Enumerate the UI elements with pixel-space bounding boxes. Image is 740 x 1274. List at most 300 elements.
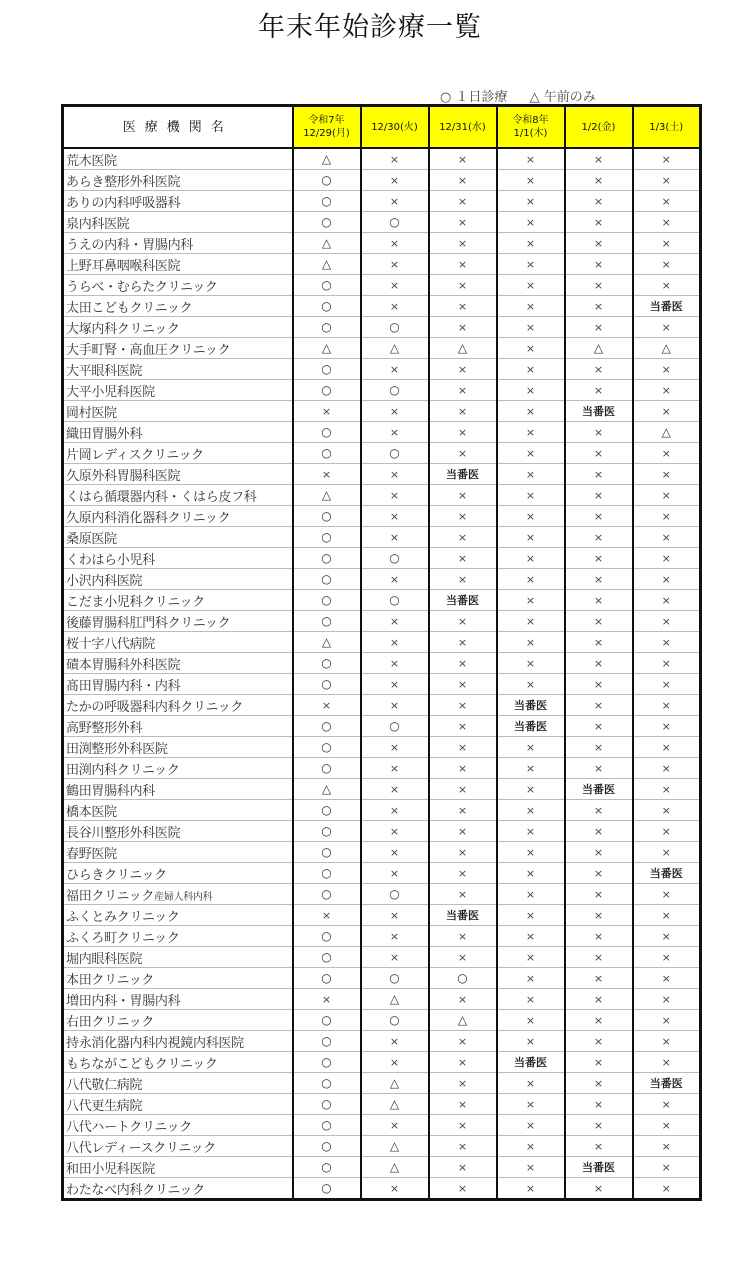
day-date: 12/31(水)	[439, 121, 486, 133]
status-cell: ×	[361, 737, 429, 758]
status-cell: ×	[497, 1094, 565, 1115]
status-cell: ×	[497, 569, 565, 590]
status-cell: ×	[429, 401, 497, 422]
table-row	[63, 1073, 701, 1094]
status-cell: ○	[293, 443, 361, 464]
clinic-name	[63, 695, 293, 716]
table-row	[63, 254, 701, 275]
clinic-name	[63, 506, 293, 527]
status-cell: ×	[497, 611, 565, 632]
status-cell: ×	[497, 800, 565, 821]
table-row	[63, 905, 701, 926]
clinic-name	[63, 842, 293, 863]
status-cell: ○	[293, 863, 361, 884]
clinic-name	[63, 884, 293, 905]
status-cell: ×	[361, 506, 429, 527]
status-cell: ○	[293, 569, 361, 590]
clinic-name-sub: 産婦人科内科	[154, 891, 213, 903]
status-cell: ×	[633, 170, 701, 191]
clinic-name-text: あらき整形外科医院	[66, 174, 181, 190]
status-cell: ×	[565, 422, 633, 443]
status-cell: ×	[565, 233, 633, 254]
day-date: 12/30(火)	[371, 121, 418, 133]
clinic-name-text: 高野整形外科	[66, 720, 143, 736]
clinic-name	[63, 800, 293, 821]
status-cell: ×	[429, 485, 497, 506]
clinic-name	[63, 926, 293, 947]
clinic-name	[63, 968, 293, 989]
clinic-name	[63, 275, 293, 296]
status-cell: ×	[361, 863, 429, 884]
table-row	[63, 842, 701, 863]
status-cell: ×	[429, 758, 497, 779]
status-cell: ×	[633, 590, 701, 611]
clinic-name-text: 太田こどもクリニック	[66, 300, 193, 316]
clinic-name	[63, 1157, 293, 1178]
table-row	[63, 401, 701, 422]
status-cell: ×	[429, 1157, 497, 1178]
clinic-name-text: もちながこどもクリニック	[66, 1056, 218, 1072]
clinic-name-text: 小沢内科医院	[66, 573, 143, 589]
status-cell: ×	[497, 191, 565, 212]
clinic-name-text: 泉内科医院	[66, 216, 130, 232]
status-cell: ×	[429, 674, 497, 695]
table-row	[63, 779, 701, 800]
status-cell: △	[429, 338, 497, 359]
status-cell: ×	[633, 569, 701, 590]
status-cell: ×	[429, 695, 497, 716]
status-cell: ×	[565, 1031, 633, 1052]
status-cell: ○	[293, 758, 361, 779]
clinic-name	[63, 1094, 293, 1115]
clinic-name	[63, 674, 293, 695]
status-cell: ×	[633, 317, 701, 338]
clinic-name	[63, 989, 293, 1010]
status-cell: ×	[429, 611, 497, 632]
status-cell: ×	[497, 506, 565, 527]
status-cell: ×	[633, 716, 701, 737]
status-cell: ×	[497, 254, 565, 275]
status-cell: ○	[293, 317, 361, 338]
status-cell: 当番医	[633, 296, 701, 317]
status-cell: ×	[497, 926, 565, 947]
status-cell: 当番医	[429, 905, 497, 926]
status-cell: △	[361, 338, 429, 359]
status-cell: ×	[633, 695, 701, 716]
status-cell: ×	[565, 653, 633, 674]
status-cell: ×	[429, 359, 497, 380]
clinic-name-text: ふくとみクリニック	[66, 909, 180, 925]
clinic-name-text: 持永消化器内科内視鏡内科医院	[66, 1035, 244, 1051]
status-cell: ×	[565, 191, 633, 212]
table-row	[63, 170, 701, 191]
status-cell: ×	[633, 653, 701, 674]
clinic-name-text: 大手町腎・高血圧クリニック	[66, 342, 231, 358]
status-cell: ×	[497, 863, 565, 884]
status-cell: ×	[565, 989, 633, 1010]
status-cell: △	[293, 148, 361, 170]
status-cell: ×	[633, 947, 701, 968]
status-cell: ×	[565, 296, 633, 317]
status-cell: ×	[429, 317, 497, 338]
status-cell: ×	[565, 716, 633, 737]
table-row	[63, 968, 701, 989]
status-cell: ×	[497, 947, 565, 968]
status-cell: ×	[361, 464, 429, 485]
clinic-name	[63, 905, 293, 926]
status-cell: ○	[293, 884, 361, 905]
status-cell: ×	[429, 275, 497, 296]
status-cell: ×	[497, 401, 565, 422]
status-cell: ×	[497, 296, 565, 317]
status-cell: ×	[429, 632, 497, 653]
status-cell: ×	[565, 443, 633, 464]
clinic-name	[63, 422, 293, 443]
column-header-day	[293, 106, 361, 149]
status-cell: △	[565, 338, 633, 359]
column-header-day	[497, 106, 565, 149]
status-cell: ○	[293, 170, 361, 191]
status-cell: ×	[565, 380, 633, 401]
clinic-name	[63, 1010, 293, 1031]
status-cell: ×	[429, 380, 497, 401]
clinic-name	[63, 485, 293, 506]
status-cell: ×	[633, 548, 701, 569]
table-row	[63, 611, 701, 632]
clinic-name-text: 春野医院	[66, 846, 117, 862]
clinic-name	[63, 401, 293, 422]
clinic-name-text: 八代レディースクリニック	[66, 1140, 216, 1156]
clinic-name-text: 本田クリニック	[66, 972, 155, 988]
status-cell: △	[293, 254, 361, 275]
status-cell: ○	[293, 716, 361, 737]
clinic-name-text: 大平小児科医院	[66, 384, 155, 400]
status-cell: ○	[293, 947, 361, 968]
status-cell: ×	[361, 1031, 429, 1052]
status-cell: 当番医	[633, 1073, 701, 1094]
clinic-name	[63, 212, 293, 233]
status-cell: ×	[497, 905, 565, 926]
status-cell: ○	[293, 842, 361, 863]
column-header-name: 医療機関名	[63, 106, 293, 149]
status-cell: ○	[293, 800, 361, 821]
status-cell: ×	[633, 1115, 701, 1136]
status-cell: ×	[497, 1073, 565, 1094]
status-cell: ×	[361, 191, 429, 212]
status-cell: ○	[293, 611, 361, 632]
status-cell: ×	[497, 989, 565, 1010]
table-row	[63, 674, 701, 695]
status-cell: ○	[361, 590, 429, 611]
clinic-name-text: 片岡レディスクリニック	[66, 447, 204, 463]
clinic-name-text: 増田内科・胃腸内科	[66, 993, 181, 1009]
status-cell: ×	[293, 464, 361, 485]
status-cell: ○	[361, 968, 429, 989]
status-cell: ×	[497, 1010, 565, 1031]
day-era: 令和8年	[512, 115, 549, 126]
status-cell: ×	[497, 1178, 565, 1200]
day-date: 1/2(金)	[581, 121, 616, 133]
status-cell: ×	[565, 1052, 633, 1073]
status-cell: ○	[361, 317, 429, 338]
status-cell: ×	[565, 611, 633, 632]
clinic-name-text: 福田クリニック	[66, 888, 155, 904]
table-row	[63, 926, 701, 947]
status-cell: ×	[565, 968, 633, 989]
table-row	[63, 716, 701, 737]
day-date: 12/29(月)	[303, 128, 350, 139]
status-cell: ×	[497, 590, 565, 611]
clinic-name	[63, 527, 293, 548]
status-cell: ×	[633, 1010, 701, 1031]
status-cell: ×	[497, 653, 565, 674]
status-cell: ○	[361, 884, 429, 905]
status-cell: ×	[633, 737, 701, 758]
clinic-name-text: 鶴田胃腸科内科	[66, 783, 155, 799]
clinic-name-text: たかの呼吸器科内科クリニック	[66, 699, 244, 715]
status-cell: ×	[429, 800, 497, 821]
clinic-name-text: うらべ・むらたクリニック	[66, 279, 218, 295]
status-cell: ×	[361, 401, 429, 422]
status-cell: ×	[565, 674, 633, 695]
clinic-name-text: ひらきクリニック	[66, 867, 167, 883]
table-row	[63, 758, 701, 779]
clinic-name	[63, 254, 293, 275]
status-cell: ○	[293, 1115, 361, 1136]
status-cell: ×	[633, 968, 701, 989]
status-cell: ×	[429, 1136, 497, 1157]
status-cell: ×	[565, 464, 633, 485]
status-cell: ○	[293, 1178, 361, 1200]
status-cell: ×	[633, 611, 701, 632]
status-cell: ○	[293, 422, 361, 443]
table-row	[63, 1115, 701, 1136]
clinic-name-text: くわはら小児科	[66, 552, 155, 568]
status-cell: ×	[565, 800, 633, 821]
clinic-name-text: 桜十字八代病院	[66, 636, 155, 652]
status-cell: △	[361, 989, 429, 1010]
table-body	[63, 148, 701, 1200]
status-cell: ×	[429, 548, 497, 569]
clinic-name-text: 久原内科消化器科クリニック	[66, 510, 231, 526]
status-cell: ×	[497, 170, 565, 191]
table-row	[63, 548, 701, 569]
clinic-name	[63, 821, 293, 842]
status-cell: ×	[633, 821, 701, 842]
table-row	[63, 485, 701, 506]
status-cell: ×	[565, 254, 633, 275]
clinic-name-text: 橋本医院	[66, 804, 117, 820]
column-header-day	[429, 106, 497, 149]
clinic-name-text: ありの内科呼吸器科	[66, 195, 181, 211]
status-cell: △	[293, 632, 361, 653]
status-cell: ○	[293, 674, 361, 695]
clinic-name-text: 田渕整形外科医院	[66, 741, 168, 757]
status-cell: ×	[429, 1178, 497, 1200]
table-row	[63, 296, 701, 317]
status-cell: ○	[293, 1010, 361, 1031]
status-cell: ×	[429, 506, 497, 527]
status-cell: ×	[361, 485, 429, 506]
table-row	[63, 1094, 701, 1115]
status-cell: ○	[293, 653, 361, 674]
status-cell: ○	[293, 380, 361, 401]
clinic-name-text: こだま小児科クリニック	[66, 594, 205, 610]
status-cell: ×	[497, 842, 565, 863]
status-cell: ×	[497, 1031, 565, 1052]
status-cell: ×	[497, 548, 565, 569]
status-cell: ×	[565, 1010, 633, 1031]
clinic-name-text: 久原外科胃腸科医院	[66, 468, 181, 484]
status-cell: ×	[497, 1115, 565, 1136]
status-cell: ×	[429, 947, 497, 968]
table-row	[63, 590, 701, 611]
status-cell: ×	[429, 989, 497, 1010]
status-cell: ×	[429, 737, 497, 758]
status-cell: ×	[565, 947, 633, 968]
status-cell: ×	[633, 1094, 701, 1115]
clinic-name	[63, 359, 293, 380]
status-cell: ×	[361, 1052, 429, 1073]
status-cell: ×	[565, 590, 633, 611]
clinic-name	[63, 779, 293, 800]
status-cell: 当番医	[497, 1052, 565, 1073]
status-cell: ×	[497, 758, 565, 779]
status-cell: △	[633, 422, 701, 443]
status-cell: ×	[429, 254, 497, 275]
table-row	[63, 422, 701, 443]
table-row	[63, 695, 701, 716]
status-cell: ×	[633, 359, 701, 380]
table-row	[63, 233, 701, 254]
status-cell: ×	[497, 212, 565, 233]
status-cell: ×	[633, 1031, 701, 1052]
status-cell: ○	[293, 191, 361, 212]
status-cell: ×	[565, 148, 633, 170]
status-cell: ○	[293, 527, 361, 548]
table-row	[63, 212, 701, 233]
status-cell: ×	[293, 695, 361, 716]
status-cell: ×	[633, 632, 701, 653]
status-cell: ×	[429, 170, 497, 191]
status-cell: ×	[361, 800, 429, 821]
status-cell: ×	[565, 1115, 633, 1136]
clinic-name	[63, 737, 293, 758]
clinic-name-text: 桑原医院	[66, 531, 117, 547]
status-cell: ×	[565, 359, 633, 380]
status-cell: ×	[293, 401, 361, 422]
status-cell: ×	[361, 296, 429, 317]
clinic-name	[63, 1052, 293, 1073]
status-cell: ×	[429, 653, 497, 674]
day-date: 1/3(土)	[649, 121, 684, 133]
status-cell: ○	[361, 380, 429, 401]
table-row	[63, 1178, 701, 1200]
status-cell: ×	[633, 884, 701, 905]
clinic-name	[63, 653, 293, 674]
status-cell: ×	[429, 821, 497, 842]
status-cell: ×	[429, 842, 497, 863]
day-era: 令和7年	[308, 115, 345, 126]
status-cell: ×	[361, 170, 429, 191]
clinic-name	[63, 338, 293, 359]
table-row	[63, 1157, 701, 1178]
status-cell: △	[633, 338, 701, 359]
status-cell: ×	[361, 695, 429, 716]
status-cell: ×	[429, 443, 497, 464]
table-row	[63, 338, 701, 359]
status-cell: 当番医	[429, 464, 497, 485]
status-cell: ×	[633, 401, 701, 422]
status-cell: ×	[565, 821, 633, 842]
status-cell: ×	[565, 926, 633, 947]
clinic-name	[63, 148, 293, 170]
status-cell: ×	[565, 884, 633, 905]
status-cell: ×	[633, 1157, 701, 1178]
status-cell: ×	[429, 779, 497, 800]
status-cell: ×	[361, 569, 429, 590]
table-row	[63, 947, 701, 968]
status-cell: ×	[497, 148, 565, 170]
status-cell: ×	[429, 527, 497, 548]
clinic-name	[63, 317, 293, 338]
status-cell: ×	[429, 191, 497, 212]
clinic-name-text: くはら循環器内科・くはら皮フ科	[66, 489, 257, 505]
column-header-day	[361, 106, 429, 149]
status-cell: ×	[361, 842, 429, 863]
status-cell: ×	[497, 884, 565, 905]
status-cell: ×	[633, 464, 701, 485]
schedule-table	[61, 104, 702, 1201]
status-cell: ×	[429, 233, 497, 254]
table-row	[63, 1031, 701, 1052]
clinic-name-text: 後藤胃腸科肛門科クリニック	[66, 615, 231, 631]
status-cell: ×	[497, 632, 565, 653]
status-cell: ×	[633, 380, 701, 401]
status-cell: ×	[565, 863, 633, 884]
clinic-name	[63, 1073, 293, 1094]
status-cell: ○	[293, 1052, 361, 1073]
status-cell: ○	[293, 737, 361, 758]
status-cell: ×	[497, 359, 565, 380]
status-cell: ×	[565, 170, 633, 191]
status-cell: ×	[633, 254, 701, 275]
status-cell: ×	[361, 233, 429, 254]
table-row	[63, 191, 701, 212]
clinic-name-text: 八代ハートクリニック	[66, 1119, 192, 1135]
status-cell: ×	[497, 422, 565, 443]
status-cell: ×	[633, 1052, 701, 1073]
status-cell: ×	[361, 821, 429, 842]
status-cell: ×	[633, 527, 701, 548]
status-cell: ×	[429, 863, 497, 884]
status-cell: 当番医	[565, 401, 633, 422]
status-cell: ○	[293, 1157, 361, 1178]
status-cell: ×	[633, 905, 701, 926]
status-cell: ×	[633, 674, 701, 695]
table-row	[63, 506, 701, 527]
status-cell: ×	[633, 1136, 701, 1157]
status-cell: ×	[497, 275, 565, 296]
table-row	[63, 464, 701, 485]
table-row	[63, 800, 701, 821]
table-row	[63, 1010, 701, 1031]
status-cell: ×	[361, 359, 429, 380]
clinic-name-text: 右田クリニック	[66, 1014, 155, 1030]
clinic-name-text: 荒木医院	[66, 153, 117, 169]
status-cell: ○	[293, 212, 361, 233]
status-cell: ×	[497, 527, 565, 548]
